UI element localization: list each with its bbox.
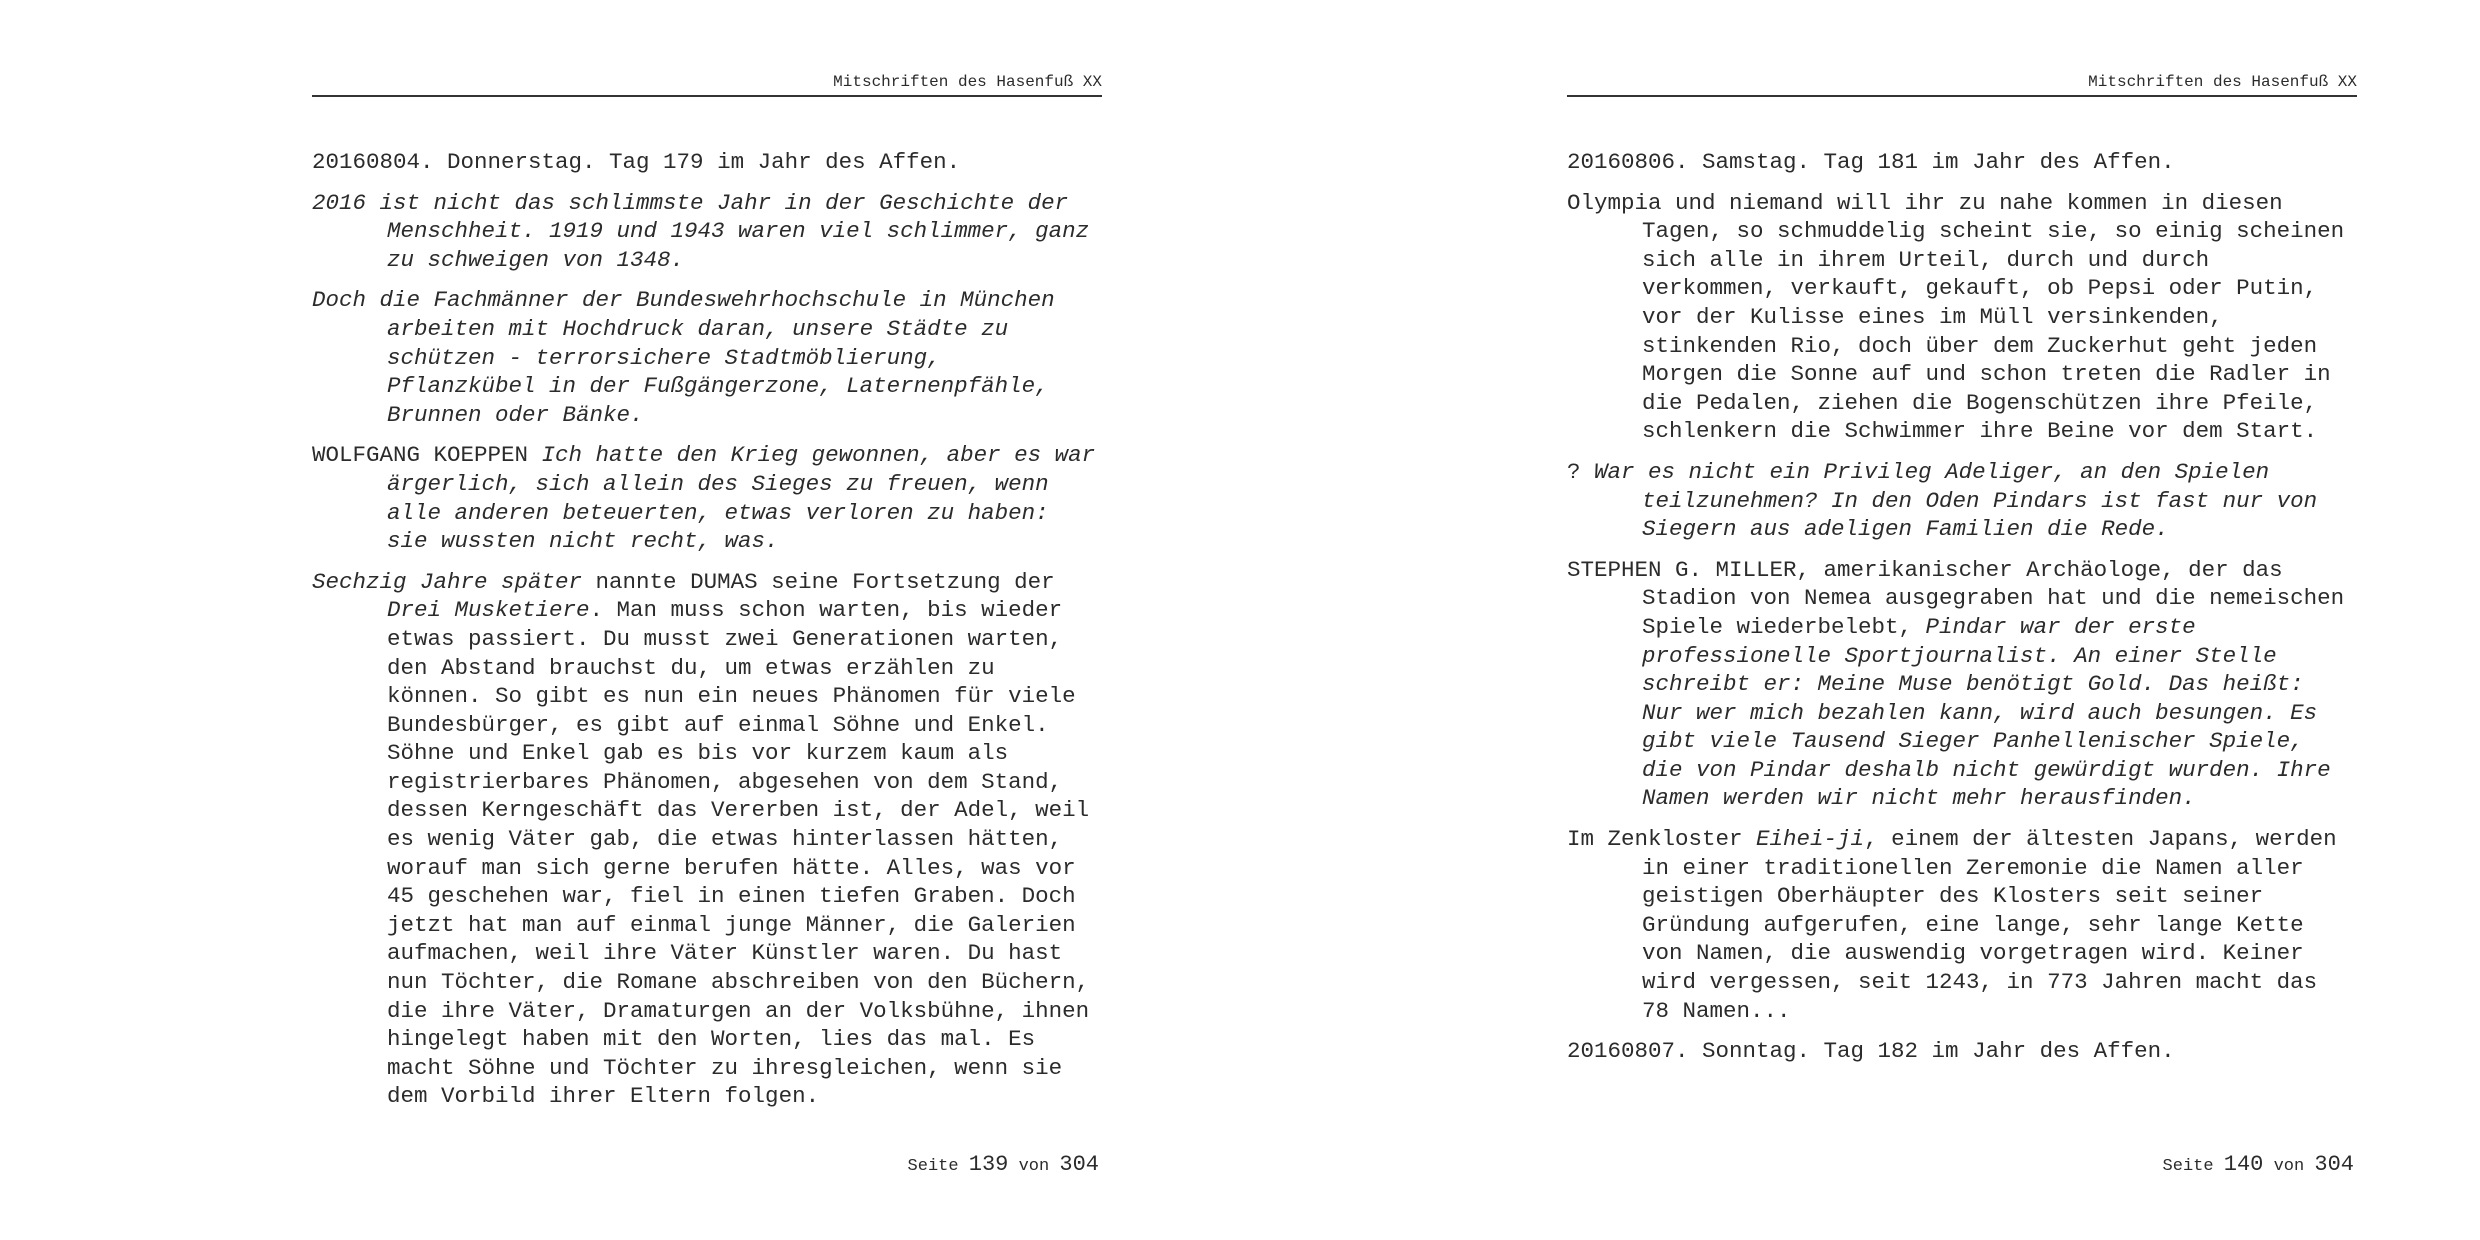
author-name: WOLFGANG KOEPPEN [312,442,542,469]
italic-run: War es nicht ein Privileg Adeliger, an den Spielen teilzunehmen? In den Oden Pindars ist fast nur von Siegern aus adeligen Familien die Rede. [1594,458,2318,543]
text-run: 20160806. Samstag. Tag 181 im Jahr des Affen. [1567,149,2175,175]
italic-run: Drei Musketiere [387,597,590,624]
paragraph [1567,189,2357,446]
page-of-label: von [2273,1157,2305,1176]
italic-run: Sechzig Jahre später [312,568,583,595]
text-run: , einem der ältesten Japans, werden in einer traditionellen Zeremonie die Namen aller geistigen Oberhäupter des Klosters seit seiner Gründung aufgerufen, eine lange, sehr lange Kette von Namen, die auswendig vorgetragen wird. Keiner wird vergessen, seit 1243, in 773 Jahren macht das 78 Namen... [1642,826,2337,1024]
paragraph [1567,556,2357,813]
left-page [312,0,1102,1240]
page-of-label: von [1018,1157,1050,1176]
page-label: Seite [907,1157,959,1176]
italic-run: Eihei-ji [1756,826,1865,853]
text-run: 20160807. Sonntag. Tag 182 im Jahr des Affen. [1567,1038,2175,1065]
text-run: ? [1567,458,1595,485]
total-pages: 304 [2314,1152,2354,1177]
current-page: 139 [968,1152,1009,1177]
running-head: Mitschriften des Hasenfuß XX [1567,72,2357,97]
current-page: 140 [2223,1152,2264,1177]
italic-run: Pindar war der erste professionelle Sportjournalist. An einer Stelle schreibt er: Meine Muse benötigt Gold. Das heißt: Nur wer mich bezahlen kann, wird auch besungen. Es gibt viele Tausend Sieger Panhellenischer Spiele, die von Pindar deshalb nicht gewürdigt wurden. Ihre Namen werden wir nicht mehr herausfinden. [1642,613,2331,812]
paragraph [1567,825,2357,1025]
paragraph [1567,458,2357,544]
italic-run: 2016 ist nicht das schlimmste Jahr in der Geschichte der Menschheit. 1919 und 1943 waren viel schlimmer, ganz zu schweigen von 1348. [312,189,1090,273]
total-pages: 304 [1059,1152,1099,1177]
page-body [1567,148,2357,1078]
right-page [1567,0,2357,1240]
page-number [2163,1150,2354,1182]
paragraph [312,441,1102,555]
text-run: nannte DUMAS seine Fortsetzung der [582,568,1055,595]
italic-run: Ich hatte den Krieg gewonnen, aber es war ärgerlich, sich allein des Sieges zu freuen, wenn alle anderen beteuerten, etwas verloren zu haben: sie wussten nicht recht, was. [387,442,1096,555]
paragraph [1567,1037,2357,1066]
page-label: Seite [2162,1157,2214,1176]
text-run: Olympia und niemand will ihr zu nahe kommen in diesen Tagen, so schmuddelig scheint sie, so einig scheinen sich alle in ihrem Urteil, durch und durch verkommen, verkauft, gekauft, ob Pepsi oder Putin, vor der Kulisse eines im Müll versinkenden, stinkenden Rio, doch über dem Zuckerhut geht jeden Morgen die Sonne auf und schon treten die Radler in die Pedalen, ziehen die Bogenschützen ihre Pfeile, schlenkern die Schwimmer ihre Beine vor dem Start. [1567,189,2345,445]
page-number [908,1150,1099,1182]
running-head: Mitschriften des Hasenfuß XX [312,72,1102,97]
italic-run: Doch die Fachmänner der Bundeswehrhochschule in München arbeiten mit Hochdruck daran, unsere Städte zu schützen - terrorsichere Stadtmöblierung, Pflanzkübel in der Fußgängerzone, Laternenpfähle, Brunnen oder Bänke. [312,287,1055,428]
text-run: . Man muss schon warten, bis wieder etwas passiert. Du musst zwei Generationen warten, den Abstand brauchst du, um etwas erzählen zu können. So gibt es nun ein neues Phänomen für viele Bundesbürger, es gibt auf einmal Söhne und Enkel. Söhne und Enkel gab es bis vor kurzem kaum als registrierbares Phänomen, abgesehen von dem Stand, dessen Kerngeschäft das Vererben ist, der Adel, weil es wenig Väter gab, die etwas hinterlassen hätten, worauf man sich gerne berufen hätte. Alles, was vor 45 geschehen war, fiel in einen tiefen Graben. Doch jetzt hat man auf einmal junge Männer, die Galerien aufmachen, weil ihre Väter Künstler waren. Du hast nun Töchter, die Romane abschreiben von den Büchern, die ihre Väter, Dramaturgen an der Volksbühne, ihnen hingelegt haben mit den Worten, lies das mal. Es macht Söhne und Töchter zu ihresgleichen, wenn sie dem Vorbild ihrer Eltern folgen. [387,597,1090,1110]
text-run: STEPHEN G. MILLER, amerikanischer Archäologe, der das Stadion von Nemea ausgegraben hat und die nemeischen Spiele wiederbelebt, [1567,556,2345,640]
paragraph [1567,148,2357,177]
paragraph [312,148,1102,177]
paragraph [312,189,1102,275]
paragraph [312,568,1102,1111]
page-body [312,148,1102,1123]
text-run: Im Zenkloster [1567,826,1757,853]
paragraph [312,286,1102,429]
text-run: 20160804. Donnerstag. Tag 179 im Jahr des Affen. [312,149,961,175]
